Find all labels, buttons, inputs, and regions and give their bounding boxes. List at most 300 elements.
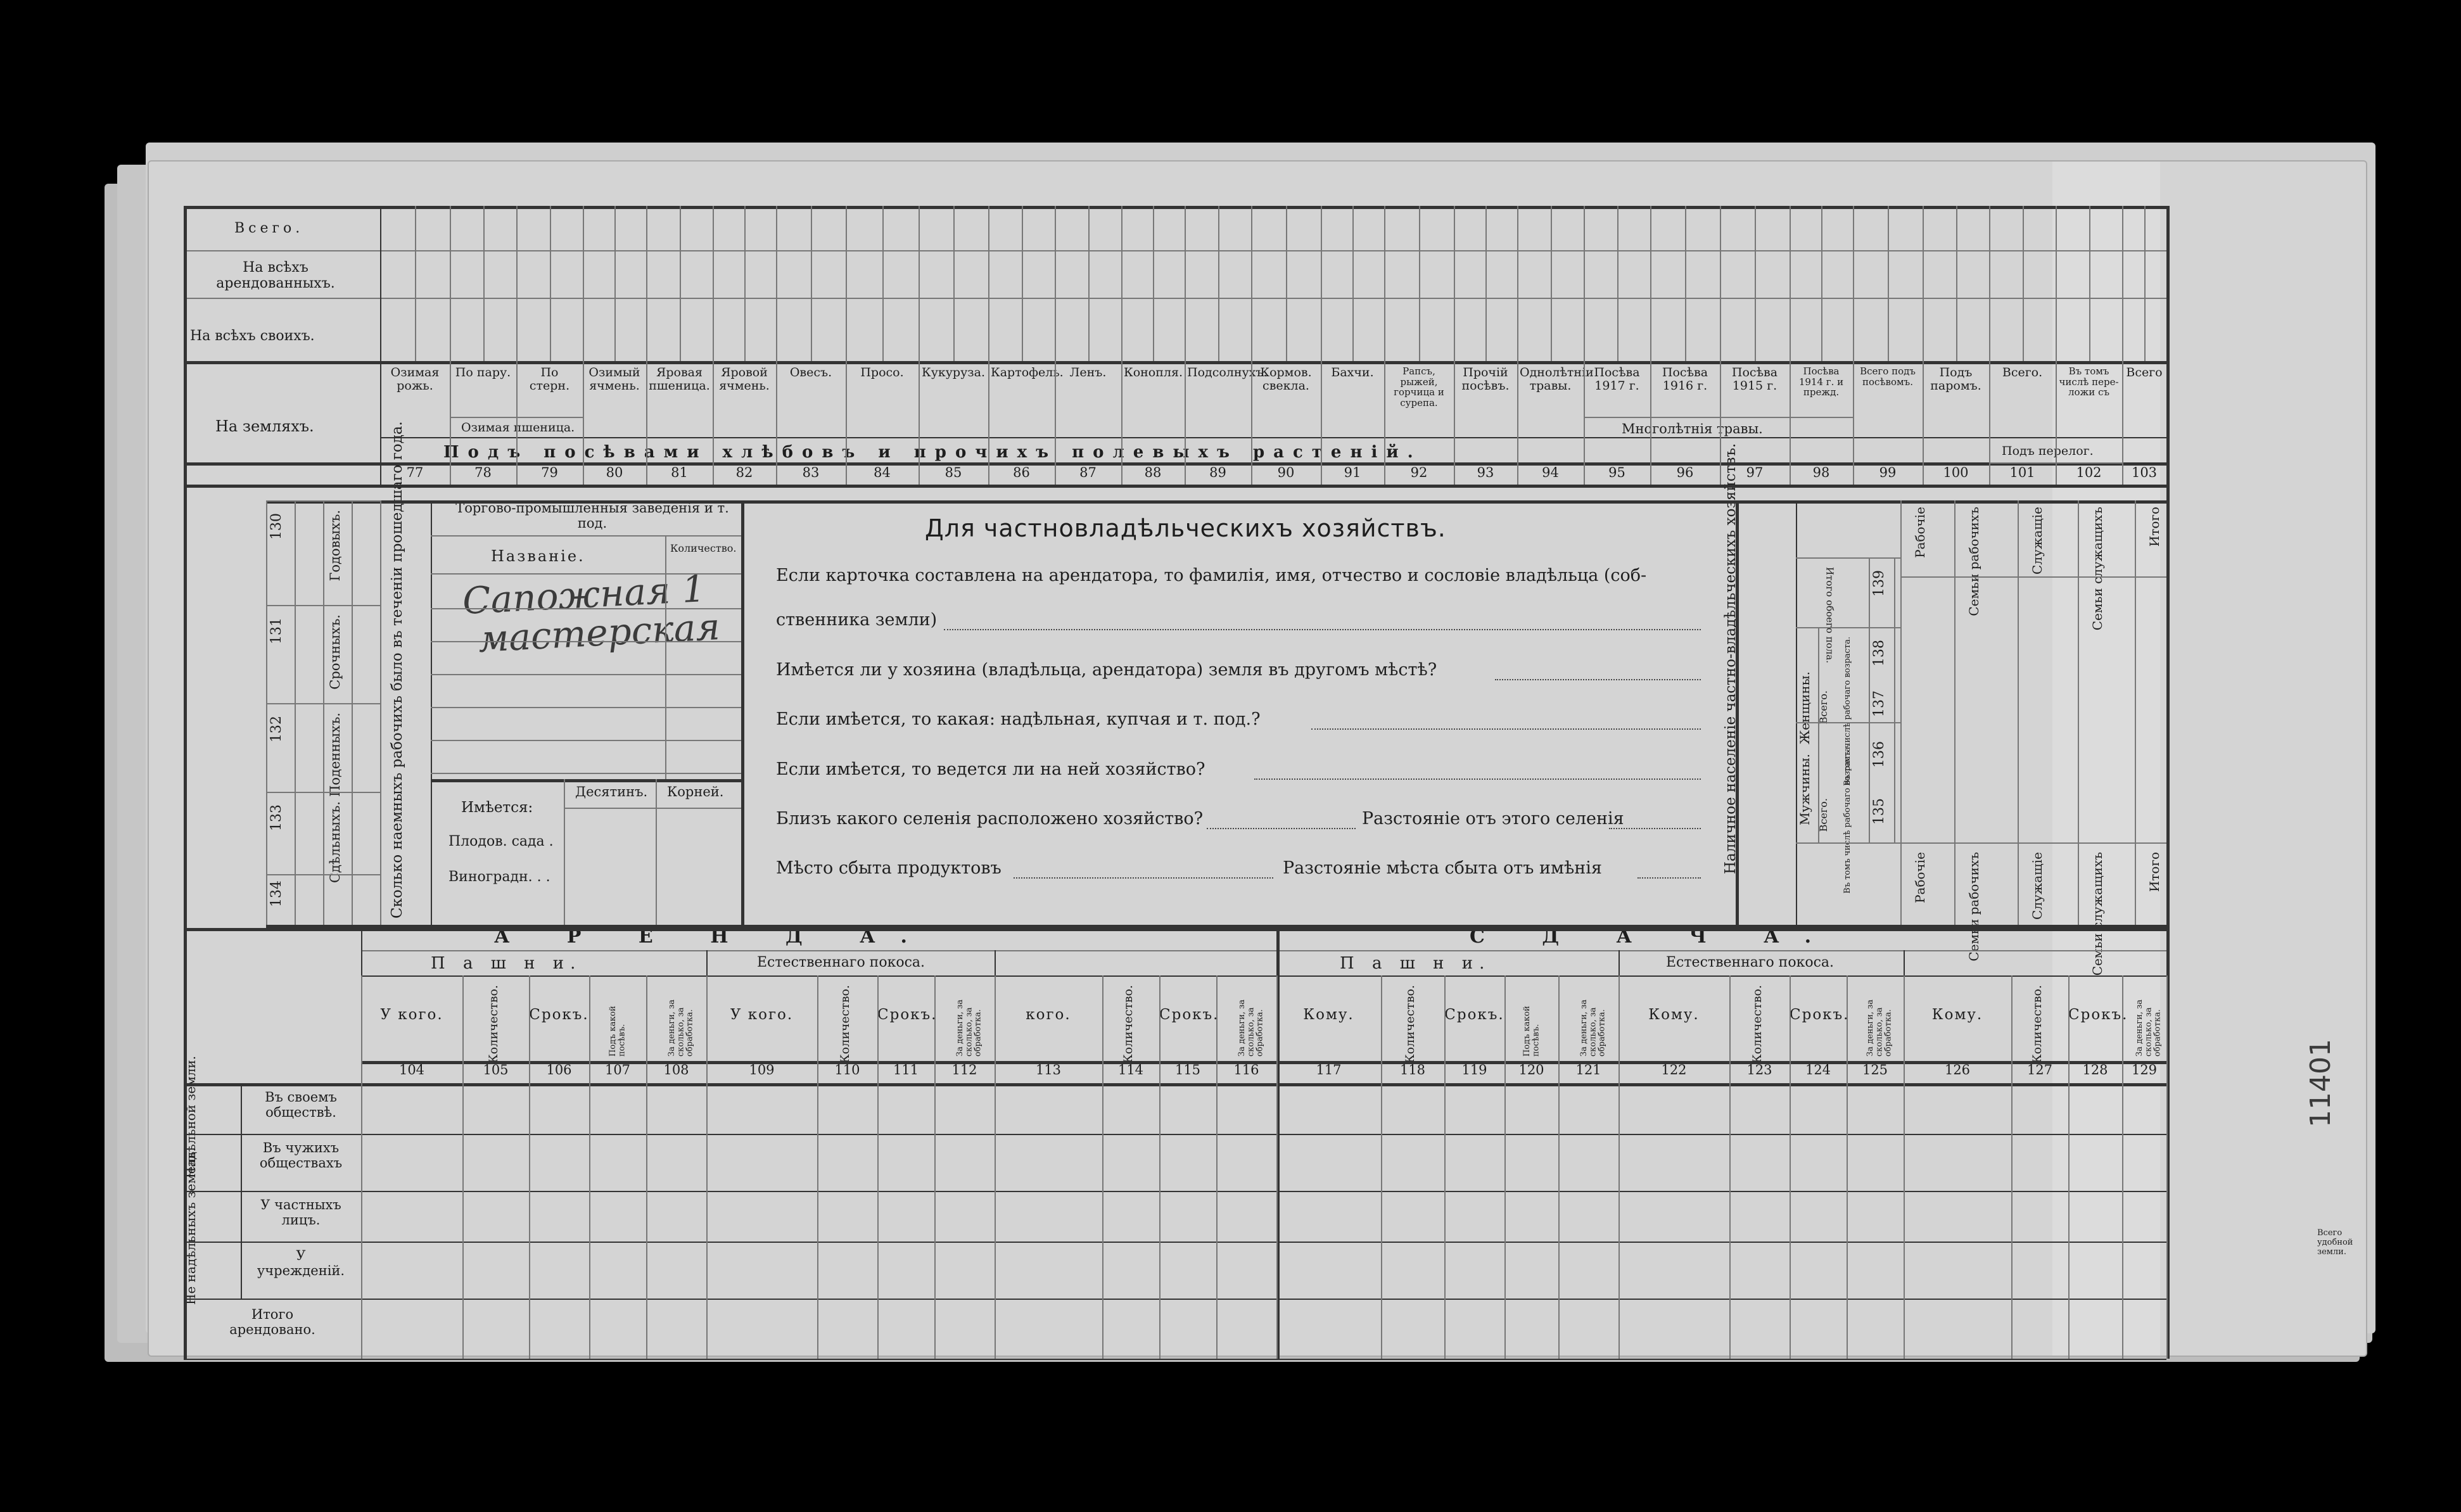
grid-line xyxy=(184,1242,2166,1243)
grid-line xyxy=(2056,206,2057,485)
sdacha-column-label: За деньги, за сколько, за обработка. xyxy=(1579,999,1607,1057)
winter-wheat-label: Озимая пшеница. xyxy=(461,421,575,435)
row-label-on-lands: На земляхъ. xyxy=(215,417,314,435)
grid-line xyxy=(1796,722,1900,723)
answer-line-land-type[interactable] xyxy=(1311,728,1701,730)
grid-line xyxy=(431,641,741,642)
crop-column-label: Посѣва 1915 г. xyxy=(1731,365,1778,393)
question-land-type: Если имѣется, то какая: надѣльная, купчая и т. под.? xyxy=(776,709,1261,729)
population-right-header: Итого xyxy=(2147,507,2162,547)
grid-line xyxy=(1853,206,1854,485)
grid-line xyxy=(2023,206,2024,361)
crop-column-label: Озимый ячмень. xyxy=(588,365,640,393)
grid-line xyxy=(741,500,744,925)
worker-column-label: Поденныхъ. xyxy=(327,713,343,797)
grid-line xyxy=(361,1083,362,1359)
row-total-rented: Итого арендовано. xyxy=(229,1307,315,1338)
grid-line xyxy=(266,874,380,875)
grid-line xyxy=(1618,1083,1620,1359)
grid-line xyxy=(1504,1083,1506,1359)
sdacha-pokos: Естественнаго покоса. xyxy=(1666,955,1835,970)
grid-line xyxy=(295,500,296,925)
crop-column-number: 100 xyxy=(1943,465,1969,480)
grid-line xyxy=(431,740,741,741)
grid-line xyxy=(1869,557,1870,842)
population-header: Наличное населеніе частно-владѣльческихъ хозяйствъ. xyxy=(1722,443,1739,874)
grid-line xyxy=(1352,206,1354,361)
crop-column-label: Подъ паромъ. xyxy=(1930,365,1981,393)
population-right-header: Семьи рабочихъ xyxy=(1966,507,1981,616)
crop-column-number: 98 xyxy=(1812,465,1830,480)
sdacha-column-number: 125 xyxy=(1862,1062,1888,1077)
crop-column-number: 82 xyxy=(735,465,753,480)
grid-line xyxy=(1650,206,1651,485)
grid-line xyxy=(266,500,267,925)
grid-line xyxy=(1847,1083,1848,1359)
trade-vineyard: Виноградн. . . xyxy=(448,869,550,885)
row-group-nadel: Надѣльной земли. xyxy=(183,1055,198,1178)
arenda-column-number: 107 xyxy=(604,1062,631,1077)
crop-column-number: 101 xyxy=(2009,465,2035,480)
arenda-column-number: 110 xyxy=(834,1062,860,1077)
crop-column-number: 93 xyxy=(1477,465,1494,480)
grid-line xyxy=(323,500,324,925)
grid-line xyxy=(266,703,380,704)
grid-line xyxy=(1321,206,1322,485)
grid-line xyxy=(1088,206,1090,361)
arenda-column-number: 108 xyxy=(663,1062,689,1077)
perennial-label: Многолѣтнія травы. xyxy=(1622,421,1763,436)
both-sexes-label: Итого обоего пола. xyxy=(1824,567,1836,663)
crop-column-number: 86 xyxy=(1013,465,1030,480)
crop-column-number: 89 xyxy=(1209,465,1226,480)
grid-line xyxy=(266,500,380,502)
crop-column-label: Посѣва 1916 г. xyxy=(1662,365,1708,393)
arenda-column-label: Срокъ. xyxy=(877,1007,938,1023)
crop-column-number: 102 xyxy=(2076,465,2102,480)
grid-line xyxy=(614,206,616,361)
grid-line xyxy=(361,1061,2166,1064)
private-title: Для частновладѣльческихъ хозяйствъ. xyxy=(925,514,1446,542)
arenda-column-label: Срокъ. xyxy=(529,1007,589,1023)
crop-column-label: Посѣва 1917 г. xyxy=(1594,365,1640,393)
answer-line-owner[interactable] xyxy=(944,629,1701,630)
grid-line xyxy=(665,535,666,779)
grid-line xyxy=(1551,206,1552,361)
crop-column-number: 79 xyxy=(541,465,558,480)
answer-line-market-distance[interactable] xyxy=(1637,877,1701,879)
grid-line xyxy=(184,485,2166,488)
grid-line xyxy=(1729,1083,1731,1359)
crop-column-label: Картофель. xyxy=(991,365,1064,379)
sdacha-column-label: Срокъ. xyxy=(1444,1007,1504,1023)
grid-line xyxy=(877,1083,879,1359)
grid-line xyxy=(1159,1083,1161,1359)
crop-column-label: Просо. xyxy=(860,365,904,379)
question-farming: Если имѣется, то ведется ли на ней хозяйство? xyxy=(776,759,1205,779)
crop-column-number: 80 xyxy=(606,465,623,480)
crop-column-label: Подсолнухъ. xyxy=(1187,365,1268,379)
crop-column-label: Бахчи. xyxy=(1331,365,1374,379)
question-village-distance: Разстояніе отъ этого селенія xyxy=(1362,809,1624,829)
workers-header: Сколько наемныхъ рабочихъ было въ теченіи прошедшаго года. xyxy=(389,421,405,918)
crop-column-label: Прочій посѣвъ. xyxy=(1461,365,1510,393)
grid-line xyxy=(995,1083,996,1359)
arenda-column-label: У кого. xyxy=(730,1007,794,1023)
grid-line xyxy=(184,361,2166,364)
arenda-column-label: Срокъ. xyxy=(1159,1007,1219,1023)
grid-line xyxy=(2166,1083,2168,1359)
grid-line xyxy=(483,206,485,361)
grid-line xyxy=(583,206,584,485)
answer-line-other-land[interactable] xyxy=(1495,679,1701,680)
grid-line xyxy=(656,779,657,925)
arenda-pashni: П а ш н и. xyxy=(431,954,582,973)
fallow-label: Подъ перелог. xyxy=(2002,444,2094,458)
archive-stamp-number: 11401 xyxy=(2305,1039,2337,1128)
women-label: Женщины. xyxy=(1797,671,1812,745)
sdacha-column-label: Кому. xyxy=(1303,1007,1354,1023)
grid-line xyxy=(1444,1083,1446,1359)
population-right-footer: Итого xyxy=(2147,852,2162,893)
grid-line xyxy=(1821,206,1822,361)
grid-line xyxy=(1989,206,1990,485)
arenda-column-number: 104 xyxy=(398,1062,425,1077)
arenda-column-number: 111 xyxy=(893,1062,919,1077)
grid-line xyxy=(1923,206,1924,485)
trade-name-col: Названіе. xyxy=(491,547,585,565)
crop-column-label: По стерн. xyxy=(529,365,570,393)
worker-column-label: Годовыхъ. xyxy=(327,510,343,581)
sdacha-column-number: 128 xyxy=(2082,1062,2108,1077)
row-own-community: Въ своемъ обществѣ. xyxy=(265,1090,337,1121)
crop-column-number: 87 xyxy=(1079,465,1097,480)
grid-line xyxy=(184,1083,2166,1086)
sown-banner: Подъ посѣвами хлѣбовъ и прочихъ полевыхъ растеній. xyxy=(443,443,1422,462)
arenda-column-number: 113 xyxy=(1035,1062,1062,1077)
answer-line-market[interactable] xyxy=(1014,877,1273,879)
grid-line xyxy=(1276,1083,1278,1359)
crop-column-label: Рапсъ, рыжей, горчица и сурепа. xyxy=(1394,365,1444,409)
grid-line xyxy=(2135,500,2136,925)
grid-line xyxy=(1796,627,1900,628)
grid-line xyxy=(1900,842,2166,844)
grid-line xyxy=(1755,206,1756,361)
handwritten-entry-1: Сапожная 1 xyxy=(461,567,707,623)
sdacha-column-label: Количество. xyxy=(2030,985,2044,1064)
grid-line xyxy=(1185,206,1186,485)
grid-line xyxy=(713,206,714,485)
grid-line xyxy=(995,950,996,975)
grid-line xyxy=(2078,500,2079,925)
arenda-column-label: Количество. xyxy=(1121,985,1135,1064)
grid-line xyxy=(1584,206,1585,485)
population-column-number: 137 xyxy=(1871,690,1887,717)
question-other-land: Имѣется ли у хозяина (владѣльца, арендатора) земля въ другомъ мѣстѣ? xyxy=(776,660,1437,680)
arenda-column-label: Количество. xyxy=(837,985,852,1064)
grid-line xyxy=(1818,627,1819,842)
answer-line-village-distance[interactable] xyxy=(1609,828,1701,829)
perennial-underline xyxy=(1584,417,1853,418)
grid-line xyxy=(431,500,432,925)
grid-line xyxy=(2122,206,2123,485)
population-column-number: 139 xyxy=(1871,570,1887,597)
arenda-column-number: 115 xyxy=(1174,1062,1201,1077)
crop-column-label: Ленъ. xyxy=(1069,365,1107,379)
worker-column-number: 132 xyxy=(269,716,284,742)
grid-line xyxy=(646,1083,647,1359)
grid-line xyxy=(361,975,2166,977)
arenda-column-number: 106 xyxy=(546,1062,572,1077)
population-right-footer: Служащіе xyxy=(2030,852,2045,920)
grid-line xyxy=(184,1134,2166,1135)
trade-title: Торгово-промышленныя заведенія и т. под. xyxy=(455,500,729,531)
population-column-number: 135 xyxy=(1871,798,1887,825)
grid-line xyxy=(1617,206,1618,361)
row-private-persons: У частныхъ лицъ. xyxy=(260,1197,341,1228)
grid-line xyxy=(953,206,955,361)
grid-line xyxy=(1900,576,2166,578)
arenda-column-label: За деньги, за сколько, за обработка. xyxy=(666,999,695,1057)
crop-column-number: 77 xyxy=(406,465,424,480)
row-label-on-own: На всѣхъ своихъ. xyxy=(190,328,315,344)
grid-line xyxy=(431,608,741,609)
grid-line xyxy=(1251,206,1252,485)
grid-line xyxy=(529,1083,530,1359)
worker-column-number: 131 xyxy=(269,618,284,644)
men-incl-label: Въ томъ числѣ рабочаго возраста. xyxy=(1843,744,1852,894)
grid-line xyxy=(184,1359,2166,1360)
worker-column-number: 134 xyxy=(269,880,284,907)
arenda-column-number: 109 xyxy=(749,1062,775,1077)
population-right-header: Рабочіе xyxy=(1912,507,1928,558)
grid-line xyxy=(1956,206,1957,361)
sdacha-pashni: П а ш н и. xyxy=(1340,954,1491,973)
grid-line xyxy=(589,1083,590,1359)
sdacha-column-label: Кому. xyxy=(1648,1007,1700,1023)
population-right-footer: Семьи рабочихъ xyxy=(1966,852,1981,962)
sdacha-column-label: Срокъ. xyxy=(2068,1007,2128,1023)
population-right-footer: Семьи служащихъ xyxy=(2090,852,2105,976)
grid-line xyxy=(882,206,884,361)
arenda-column-label: За деньги, за сколько, за обработка. xyxy=(1237,999,1265,1057)
grid-line xyxy=(817,1083,818,1359)
trade-dessiatins: Десятинъ. xyxy=(575,784,648,799)
crop-column-label: Овесъ. xyxy=(789,365,832,379)
grid-line xyxy=(1102,1083,1103,1359)
crop-column-number: 84 xyxy=(874,465,891,480)
sdacha-column-number: 122 xyxy=(1661,1062,1687,1077)
grid-line xyxy=(380,500,381,925)
answer-line-farming[interactable] xyxy=(1254,778,1701,780)
population-right-footer: Рабочіе xyxy=(1912,852,1928,903)
sdacha-column-label: Кому. xyxy=(1931,1007,1983,1023)
women-incl-label: Въ томъ числѣ рабочаго возраста. xyxy=(1843,637,1852,786)
arenda-column-number: 112 xyxy=(951,1062,977,1077)
grid-line xyxy=(1904,950,1905,975)
left-border xyxy=(184,206,187,1359)
population-right-header: Семьи служащихъ xyxy=(2090,507,2105,631)
sdacha-column-label: За деньги, за сколько, за обработка. xyxy=(2135,999,2163,1057)
grid-line xyxy=(1286,206,1287,361)
worker-column-label: Срочныхъ. xyxy=(327,614,343,690)
grid-line xyxy=(380,437,2166,438)
men-label: Мужчины. xyxy=(1797,754,1812,825)
grid-line xyxy=(431,535,741,537)
sdacha-column-label: Количество. xyxy=(1750,985,1764,1064)
grid-line xyxy=(361,950,2166,951)
crop-column-number: 85 xyxy=(944,465,962,480)
top-border xyxy=(184,206,2166,209)
arenda-pokos: Естественнаго покоса. xyxy=(757,955,925,970)
sdacha-column-number: 120 xyxy=(1518,1062,1544,1077)
arenda-column-label: У кого. xyxy=(380,1007,443,1023)
grid-line xyxy=(431,773,741,774)
arenda-banner: А Р Е Н Д А. xyxy=(494,925,932,948)
question-market: Мѣсто сбыта продуктовъ xyxy=(776,858,1002,878)
trade-roots: Корней. xyxy=(667,784,724,799)
crop-column-number: 94 xyxy=(1542,465,1559,480)
grid-line xyxy=(450,206,451,485)
sdacha-column-label: Срокъ. xyxy=(1790,1007,1850,1023)
grid-line xyxy=(1022,206,1023,361)
grid-line xyxy=(1381,1083,1382,1359)
grid-line xyxy=(1153,206,1154,361)
grid-line xyxy=(564,779,565,925)
sdacha-column-number: 123 xyxy=(1746,1062,1772,1077)
sdacha-column-number: 124 xyxy=(1805,1062,1831,1077)
crop-column-number: 103 xyxy=(2131,465,2158,480)
question-owner-cont: ственника земли) xyxy=(776,610,938,630)
grid-line xyxy=(1218,206,1219,361)
census-card xyxy=(149,162,2366,1356)
crop-column-label: Яровой ячмень. xyxy=(719,365,770,393)
row-other-community: Въ чужихъ обществахъ xyxy=(259,1140,343,1171)
crop-column-number: 95 xyxy=(1608,465,1625,480)
grid-line xyxy=(919,206,920,485)
sdacha-column-label: За деньги, за сколько, за обработка. xyxy=(1866,999,1893,1057)
men-total-label: Всего. xyxy=(1817,798,1829,832)
grid-line xyxy=(380,206,381,485)
grid-line xyxy=(1790,1083,1791,1359)
trade-has: Имѣется: xyxy=(461,799,533,816)
grid-line xyxy=(1796,557,1900,559)
grid-line xyxy=(1796,842,1900,844)
grid-line xyxy=(184,298,2166,299)
row-label-total: Всего. xyxy=(234,220,304,236)
crop-column-number: 88 xyxy=(1144,465,1162,480)
grid-line xyxy=(1736,500,1739,925)
grid-line xyxy=(1796,500,1797,925)
grid-line xyxy=(1454,206,1455,485)
crop-column-number: 83 xyxy=(802,465,820,480)
crop-column-label: Всего. xyxy=(2002,365,2043,379)
right-edge-note: Всего удобной земли. xyxy=(2317,1228,2353,1257)
arenda-column-label: Количество. xyxy=(486,985,500,1064)
grid-line xyxy=(266,605,380,606)
worker-column-number: 133 xyxy=(269,804,284,831)
row-group-non-nadel: Не надѣльныхъ земель. xyxy=(183,1147,198,1305)
grid-line xyxy=(846,206,847,485)
worker-column-number: 130 xyxy=(269,513,284,540)
row-label-on-rented: На всѣхъ арендованныхъ. xyxy=(216,260,335,292)
grid-line xyxy=(184,1299,2166,1300)
answer-line-village[interactable] xyxy=(1207,828,1356,829)
grid-line xyxy=(1685,206,1686,361)
grid-line xyxy=(415,206,416,361)
grid-line xyxy=(706,950,708,975)
grid-line xyxy=(1517,206,1518,485)
grid-line xyxy=(2018,500,2019,925)
crop-column-number: 78 xyxy=(474,465,492,480)
sdacha-column-number: 121 xyxy=(1575,1062,1601,1077)
trade-orchard: Плодов. сада . xyxy=(448,834,554,849)
grid-line xyxy=(988,206,989,485)
sdacha-column-label: Подъ какой посѣвъ. xyxy=(1522,1005,1541,1057)
question-village: Близъ какого селенія расположено хозяйство? xyxy=(776,809,1204,829)
grid-line xyxy=(1485,206,1487,361)
grid-line xyxy=(184,250,2166,251)
crop-column-label: Всего подъ посѣвомъ. xyxy=(1860,365,1916,388)
grid-line xyxy=(2122,1083,2123,1359)
grid-line xyxy=(1790,206,1791,485)
crop-column-label: Озимая рожь. xyxy=(390,365,440,393)
arenda-column-label: За деньги, за сколько, за обработка. xyxy=(955,999,983,1057)
crop-column-label: Однолѣтніи травы. xyxy=(1520,365,1594,393)
grid-line xyxy=(431,573,741,575)
grid-line xyxy=(1900,500,1902,925)
row-institutions: У учрежденій. xyxy=(257,1248,345,1279)
grid-line xyxy=(352,500,353,925)
grid-line xyxy=(1384,206,1385,485)
grid-line xyxy=(811,206,812,361)
arenda-column-label: Подъ какой посѣвъ. xyxy=(608,1005,627,1057)
grid-line xyxy=(1558,1083,1560,1359)
grid-line xyxy=(1121,206,1122,485)
grid-line xyxy=(934,1083,936,1359)
population-right-header: Служащіе xyxy=(2030,507,2045,575)
crop-column-label: Кормов. свекла. xyxy=(1260,365,1312,393)
grid-line xyxy=(680,206,681,361)
sdacha-column-number: 119 xyxy=(1461,1062,1487,1077)
women-total-label: Всего. xyxy=(1817,690,1829,725)
worker-column-label: Сдѣльныхъ. xyxy=(327,801,343,884)
banner-line xyxy=(184,462,2166,466)
grid-line xyxy=(1888,206,1889,361)
crop-column-number: 97 xyxy=(1746,465,1764,480)
grid-line xyxy=(431,779,741,782)
grid-line xyxy=(2011,1083,2013,1359)
question-market-distance: Разстояніе мѣста сбыта отъ имѣнія xyxy=(1283,858,1602,878)
grid-line xyxy=(184,928,2166,931)
crop-column-number: 92 xyxy=(1410,465,1428,480)
population-column-number: 138 xyxy=(1871,640,1887,666)
grid-line xyxy=(2144,206,2146,361)
grid-line xyxy=(1904,1083,1905,1359)
sdacha-column-number: 129 xyxy=(2131,1062,2158,1077)
grid-line xyxy=(1894,557,1895,842)
crop-column-number: 99 xyxy=(1879,465,1897,480)
population-column-number: 136 xyxy=(1871,741,1887,768)
sdacha-column-number: 127 xyxy=(2026,1062,2053,1077)
grid-line xyxy=(1954,500,1955,925)
grid-line xyxy=(646,206,647,485)
grid-line xyxy=(184,1191,2166,1192)
grid-line xyxy=(266,792,380,793)
grid-line xyxy=(744,206,746,361)
crop-column-label: Въ томъ числѣ пере-ложи съ xyxy=(2059,365,2119,398)
grid-line xyxy=(1720,206,1721,485)
